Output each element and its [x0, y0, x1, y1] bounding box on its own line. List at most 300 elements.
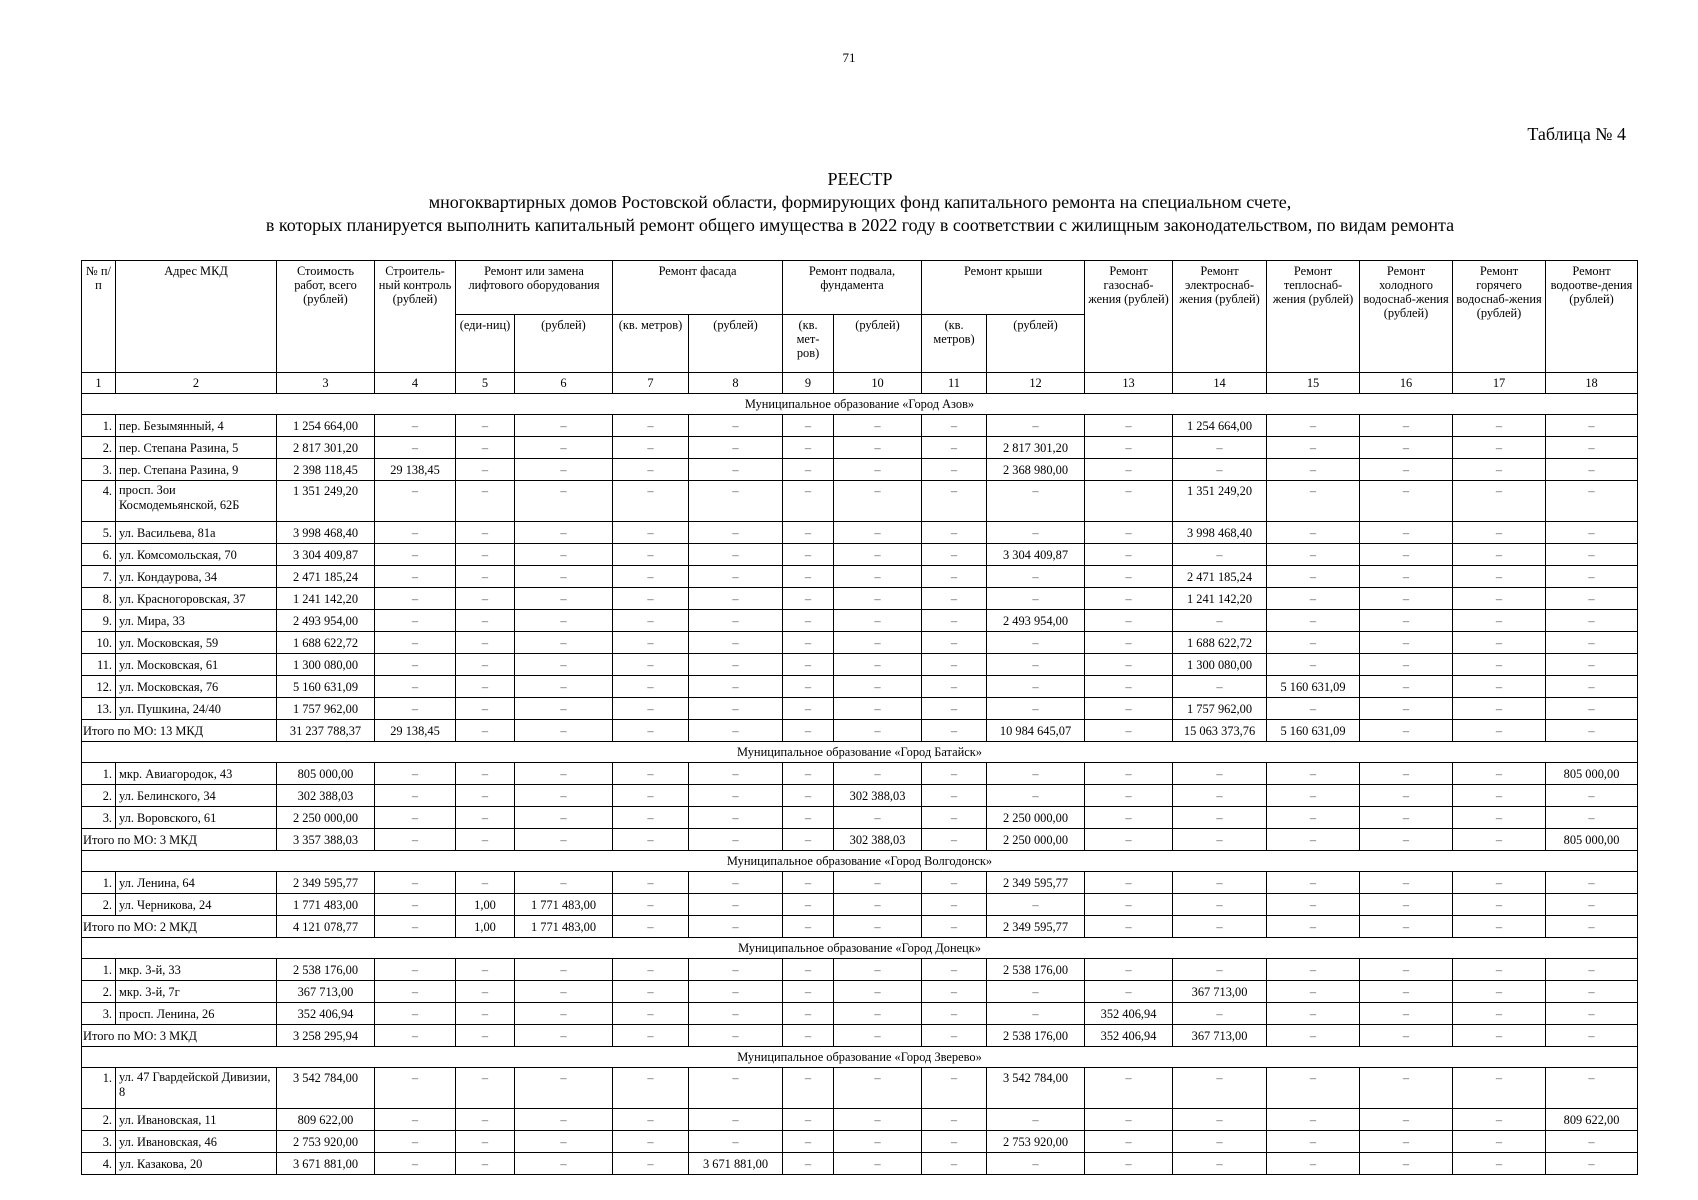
header-facade-sqm: (кв. метров) — [613, 315, 689, 373]
row-value: – — [1453, 1131, 1546, 1153]
total-value: 1 771 483,00 — [515, 916, 613, 938]
row-value: – — [783, 610, 834, 632]
row-value: – — [689, 481, 783, 522]
row-address: ул. Васильева, 81а — [116, 522, 277, 544]
header-lift: Ремонт или замена лифтового оборудования — [456, 261, 613, 315]
total-value: – — [1546, 916, 1638, 938]
row-value: – — [375, 1131, 456, 1153]
table-row — [82, 632, 1638, 654]
row-value: – — [613, 894, 689, 916]
total-value: – — [1453, 720, 1546, 742]
row-value: – — [1546, 1068, 1638, 1109]
total-value: – — [1267, 829, 1360, 851]
row-value: – — [515, 459, 613, 481]
row-value: – — [1267, 698, 1360, 720]
row-value: – — [456, 785, 515, 807]
table-row — [82, 785, 1638, 807]
row-number: 1. — [82, 415, 116, 437]
row-value: – — [1173, 1068, 1267, 1109]
row-value: – — [456, 610, 515, 632]
row-value: 2 368 980,00 — [987, 459, 1085, 481]
row-value: – — [456, 415, 515, 437]
row-value: – — [1360, 959, 1453, 981]
row-number: 13. — [82, 698, 116, 720]
row-value: – — [834, 654, 922, 676]
row-value: – — [613, 1068, 689, 1109]
row-value: – — [1173, 1131, 1267, 1153]
row-value: – — [834, 544, 922, 566]
row-value: – — [1360, 437, 1453, 459]
row-value: – — [515, 981, 613, 1003]
row-value: – — [689, 1068, 783, 1109]
row-value: – — [1173, 959, 1267, 981]
row-value: – — [1360, 522, 1453, 544]
total-value: 15 063 373,76 — [1173, 720, 1267, 742]
row-value: – — [783, 544, 834, 566]
row-value: – — [1546, 522, 1638, 544]
row-value: – — [1453, 437, 1546, 459]
row-value: – — [1360, 1068, 1453, 1109]
total-label: Итого по МО: 13 МКД — [82, 720, 277, 742]
total-value: – — [834, 1025, 922, 1047]
row-value: 1 771 483,00 — [515, 894, 613, 916]
row-value: – — [456, 698, 515, 720]
row-value: – — [689, 632, 783, 654]
row-value: – — [456, 676, 515, 698]
row-value: – — [1546, 566, 1638, 588]
row-value: – — [613, 459, 689, 481]
row-value: – — [689, 894, 783, 916]
header-basement-sqm: (кв. мет-ров) — [783, 315, 834, 373]
row-value: – — [515, 763, 613, 785]
row-value: – — [613, 566, 689, 588]
row-value: 2 349 595,77 — [987, 872, 1085, 894]
row-value: – — [1267, 1109, 1360, 1131]
row-value: – — [987, 785, 1085, 807]
row-value: – — [834, 1153, 922, 1175]
row-value: – — [689, 785, 783, 807]
total-value: – — [1173, 916, 1267, 938]
row-value: – — [1546, 981, 1638, 1003]
total-value: 10 984 645,07 — [987, 720, 1085, 742]
row-value: – — [783, 698, 834, 720]
row-value: – — [689, 959, 783, 981]
row-value: – — [783, 959, 834, 981]
row-value: – — [834, 632, 922, 654]
row-value: – — [1546, 1153, 1638, 1175]
column-number: 3 — [277, 373, 375, 394]
row-value: 3 998 468,40 — [277, 522, 375, 544]
total-value: 29 138,45 — [375, 720, 456, 742]
row-value: – — [1360, 894, 1453, 916]
total-value: 302 388,03 — [834, 829, 922, 851]
row-number: 1. — [82, 763, 116, 785]
total-value: – — [515, 720, 613, 742]
row-value: 809 622,00 — [277, 1109, 375, 1131]
row-value: 2 817 301,20 — [987, 437, 1085, 459]
row-value: – — [1267, 894, 1360, 916]
table-row — [82, 481, 1638, 522]
row-value: – — [689, 566, 783, 588]
row-value: – — [1453, 610, 1546, 632]
row-value: 3 542 784,00 — [277, 1068, 375, 1109]
row-value: – — [1173, 763, 1267, 785]
total-value: 2 349 595,77 — [987, 916, 1085, 938]
row-value: – — [834, 763, 922, 785]
row-value: – — [987, 654, 1085, 676]
row-value: – — [783, 981, 834, 1003]
row-value: – — [1173, 437, 1267, 459]
table-row — [82, 676, 1638, 698]
header-drainage: Ремонт водоотве-дения (рублей) — [1546, 261, 1638, 373]
row-number: 4. — [82, 1153, 116, 1175]
row-value: – — [783, 632, 834, 654]
row-address: просп. Зои Космодемьянской, 62Б — [116, 481, 277, 522]
row-value: 3 542 784,00 — [987, 1068, 1085, 1109]
row-value: – — [1085, 481, 1173, 522]
row-value: – — [922, 981, 987, 1003]
row-value: – — [456, 632, 515, 654]
row-value: – — [613, 959, 689, 981]
row-value: – — [456, 1153, 515, 1175]
row-value: – — [1360, 807, 1453, 829]
row-value: 2 493 954,00 — [987, 610, 1085, 632]
row-value: – — [834, 807, 922, 829]
total-label: Итого по МО: 3 МКД — [82, 1025, 277, 1047]
row-address: ул. Казакова, 20 — [116, 1153, 277, 1175]
row-value: – — [1453, 676, 1546, 698]
row-value: – — [1267, 981, 1360, 1003]
row-value: – — [613, 588, 689, 610]
row-address: ул. Мира, 33 — [116, 610, 277, 632]
row-address: пер. Степана Разина, 5 — [116, 437, 277, 459]
header-facade-rubles: (рублей) — [689, 315, 783, 373]
total-value: – — [1360, 916, 1453, 938]
row-number: 2. — [82, 894, 116, 916]
row-value: 3 671 881,00 — [689, 1153, 783, 1175]
row-value: – — [987, 698, 1085, 720]
total-value: – — [1453, 1025, 1546, 1047]
row-address: ул. Московская, 76 — [116, 676, 277, 698]
row-value: – — [1173, 676, 1267, 698]
row-number: 2. — [82, 437, 116, 459]
row-value: – — [456, 544, 515, 566]
row-address: мкр. 3-й, 33 — [116, 959, 277, 981]
row-address: ул. Ивановская, 11 — [116, 1109, 277, 1131]
total-value: – — [834, 720, 922, 742]
total-value: – — [515, 1025, 613, 1047]
row-address: ул. Черникова, 24 — [116, 894, 277, 916]
total-value: – — [922, 720, 987, 742]
row-value: – — [1546, 481, 1638, 522]
column-number: 9 — [783, 373, 834, 394]
row-value: – — [1267, 872, 1360, 894]
row-value: – — [689, 698, 783, 720]
row-value: – — [922, 1153, 987, 1175]
row-value: – — [456, 654, 515, 676]
row-value: – — [1360, 872, 1453, 894]
row-value: – — [689, 544, 783, 566]
header-basement: Ремонт подвала, фундамента — [783, 261, 922, 315]
row-value: – — [613, 698, 689, 720]
title-line-3: в которых планируется выполнить капитальный ремонт общего имущества в 2022 году в соответствии с жилищным законодательством, по видам ремонта — [265, 215, 1455, 235]
column-number: 15 — [1267, 373, 1360, 394]
row-value: – — [1173, 785, 1267, 807]
total-value: – — [783, 829, 834, 851]
row-value: – — [834, 698, 922, 720]
table-row — [82, 654, 1638, 676]
row-value: 2 817 301,20 — [277, 437, 375, 459]
row-value: – — [515, 785, 613, 807]
document-title — [80, 168, 1640, 237]
row-value: – — [515, 415, 613, 437]
row-value: 3 998 468,40 — [1173, 522, 1267, 544]
row-value: – — [922, 959, 987, 981]
table-row — [82, 544, 1638, 566]
header-hot-water: Ремонт горячего водоснаб-жения (рублей) — [1453, 261, 1546, 373]
row-value: – — [515, 807, 613, 829]
row-value: – — [515, 588, 613, 610]
row-value: – — [613, 415, 689, 437]
row-value: – — [1085, 1068, 1173, 1109]
row-value: – — [1360, 785, 1453, 807]
total-value: – — [1085, 916, 1173, 938]
row-value: – — [922, 610, 987, 632]
row-value: – — [375, 981, 456, 1003]
row-value: 3 671 881,00 — [277, 1153, 375, 1175]
row-number: 1. — [82, 872, 116, 894]
total-value: – — [1267, 916, 1360, 938]
row-value: – — [375, 1003, 456, 1025]
total-value: – — [1546, 1025, 1638, 1047]
column-number: 8 — [689, 373, 783, 394]
row-value: – — [783, 785, 834, 807]
row-value: 2 753 920,00 — [987, 1131, 1085, 1153]
row-value: – — [1453, 807, 1546, 829]
row-value: 2 349 595,77 — [277, 872, 375, 894]
row-value: – — [834, 437, 922, 459]
row-value: – — [689, 459, 783, 481]
row-value: – — [515, 654, 613, 676]
column-number: 10 — [834, 373, 922, 394]
row-value: – — [987, 1153, 1085, 1175]
row-value: – — [456, 981, 515, 1003]
row-value: – — [1173, 872, 1267, 894]
row-value: – — [922, 785, 987, 807]
row-value: – — [375, 544, 456, 566]
total-value: – — [1267, 1025, 1360, 1047]
table-row — [82, 415, 1638, 437]
row-value: – — [1453, 1068, 1546, 1109]
row-value: – — [987, 676, 1085, 698]
row-value: – — [834, 1068, 922, 1109]
header-basement-rubles: (рублей) — [834, 315, 922, 373]
header-roof: Ремонт крыши — [922, 261, 1085, 315]
header-electric: Ремонт электроснаб-жения (рублей) — [1173, 261, 1267, 373]
row-value: – — [987, 894, 1085, 916]
row-value: 302 388,03 — [834, 785, 922, 807]
table-row — [82, 1131, 1638, 1153]
row-value: – — [689, 676, 783, 698]
row-value: – — [456, 959, 515, 981]
row-value: 805 000,00 — [1546, 763, 1638, 785]
total-value: – — [613, 720, 689, 742]
row-address: ул. Московская, 59 — [116, 632, 277, 654]
total-row — [82, 720, 1638, 742]
row-value: – — [375, 698, 456, 720]
header-lift-rubles: (рублей) — [515, 315, 613, 373]
section-title: Муниципальное образование «Город Азов» — [82, 394, 1638, 415]
total-value: – — [922, 829, 987, 851]
total-value: – — [922, 1025, 987, 1047]
column-number: 7 — [613, 373, 689, 394]
row-value: – — [1360, 459, 1453, 481]
row-value: – — [375, 1068, 456, 1109]
row-value: – — [613, 544, 689, 566]
row-number: 2. — [82, 1109, 116, 1131]
row-value: – — [613, 981, 689, 1003]
row-value: – — [834, 459, 922, 481]
total-value: – — [922, 916, 987, 938]
row-number: 4. — [82, 481, 116, 522]
row-value: – — [456, 566, 515, 588]
row-value: – — [922, 437, 987, 459]
row-value: – — [689, 807, 783, 829]
row-value: – — [1546, 872, 1638, 894]
row-value: – — [834, 959, 922, 981]
row-value: – — [1267, 415, 1360, 437]
row-value: – — [922, 415, 987, 437]
row-value: – — [1173, 459, 1267, 481]
total-value: – — [689, 1025, 783, 1047]
row-value: – — [375, 763, 456, 785]
row-value: – — [1453, 1153, 1546, 1175]
row-value: – — [375, 522, 456, 544]
row-value: – — [834, 566, 922, 588]
row-value: – — [987, 415, 1085, 437]
row-value: – — [515, 872, 613, 894]
row-value: – — [515, 610, 613, 632]
row-number: 12. — [82, 676, 116, 698]
row-value: – — [456, 522, 515, 544]
row-value: – — [834, 676, 922, 698]
row-value: – — [1085, 632, 1173, 654]
row-value: – — [613, 676, 689, 698]
row-value: – — [1360, 566, 1453, 588]
header-facade: Ремонт фасада — [613, 261, 783, 315]
row-value: – — [689, 872, 783, 894]
row-value: – — [515, 1109, 613, 1131]
row-value: – — [1546, 959, 1638, 981]
row-value: – — [375, 437, 456, 459]
row-value: – — [1085, 785, 1173, 807]
column-number: 14 — [1173, 373, 1267, 394]
row-value: – — [1267, 1153, 1360, 1175]
table-row — [82, 959, 1638, 981]
row-value: – — [1267, 785, 1360, 807]
row-value: – — [613, 1131, 689, 1153]
table-row — [82, 872, 1638, 894]
row-value: – — [1360, 763, 1453, 785]
row-value: – — [1546, 785, 1638, 807]
total-value: – — [375, 916, 456, 938]
row-value: – — [1267, 544, 1360, 566]
row-number: 1. — [82, 959, 116, 981]
row-value: – — [922, 654, 987, 676]
row-value: – — [1453, 1003, 1546, 1025]
total-value: – — [375, 1025, 456, 1047]
row-value: – — [1453, 763, 1546, 785]
row-value: – — [689, 437, 783, 459]
row-value: – — [922, 1109, 987, 1131]
row-value: – — [1267, 959, 1360, 981]
row-value: – — [1085, 437, 1173, 459]
row-value: – — [834, 610, 922, 632]
row-value: – — [783, 654, 834, 676]
row-value: 352 406,94 — [1085, 1003, 1173, 1025]
row-value: 1 688 622,72 — [1173, 632, 1267, 654]
row-value: – — [515, 1003, 613, 1025]
row-value: 1 241 142,20 — [1173, 588, 1267, 610]
row-value: – — [1267, 807, 1360, 829]
row-number: 5. — [82, 522, 116, 544]
row-value: – — [515, 698, 613, 720]
row-value: – — [922, 676, 987, 698]
row-value: – — [1085, 566, 1173, 588]
row-value: – — [1360, 632, 1453, 654]
row-number: 2. — [82, 785, 116, 807]
row-value: – — [1173, 610, 1267, 632]
row-value: – — [783, 872, 834, 894]
row-address: ул. Красногоровская, 37 — [116, 588, 277, 610]
row-value: – — [783, 807, 834, 829]
header-cold-water: Ремонт холодного водоснаб-жения (рублей) — [1360, 261, 1453, 373]
row-value: – — [1085, 1109, 1173, 1131]
row-number: 3. — [82, 1003, 116, 1025]
row-value: – — [834, 415, 922, 437]
total-value: – — [1085, 829, 1173, 851]
row-value: – — [1453, 522, 1546, 544]
row-value: – — [834, 1003, 922, 1025]
row-value: – — [1453, 654, 1546, 676]
row-value: – — [613, 1003, 689, 1025]
table-row — [82, 698, 1638, 720]
row-value: 5 160 631,09 — [277, 676, 375, 698]
row-value: – — [1546, 1131, 1638, 1153]
row-value: – — [1267, 654, 1360, 676]
row-value: – — [456, 459, 515, 481]
column-number: 2 — [116, 373, 277, 394]
row-address: пер. Степана Разина, 9 — [116, 459, 277, 481]
total-value: – — [375, 829, 456, 851]
row-value: – — [1453, 698, 1546, 720]
total-value: – — [834, 916, 922, 938]
row-value: 1 254 664,00 — [277, 415, 375, 437]
page-number: 71 — [842, 50, 856, 65]
row-value: – — [613, 610, 689, 632]
row-value: 1 351 249,20 — [277, 481, 375, 522]
row-value: 29 138,45 — [375, 459, 456, 481]
total-value: – — [613, 916, 689, 938]
total-value: – — [689, 720, 783, 742]
row-value: – — [783, 1131, 834, 1153]
column-number: 6 — [515, 373, 613, 394]
row-value: 1,00 — [456, 894, 515, 916]
header-construction-control: Строитель-ный контроль (рублей) — [375, 261, 456, 373]
registry-table — [81, 260, 1638, 1175]
row-value: – — [515, 959, 613, 981]
row-value: – — [834, 872, 922, 894]
